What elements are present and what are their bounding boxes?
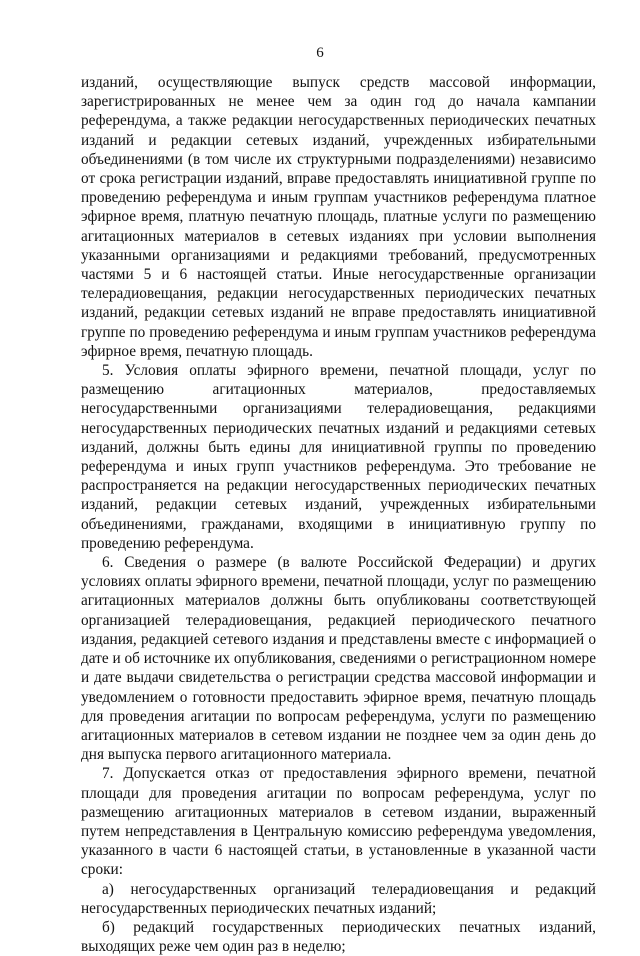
- paragraph-continuation: изданий, осуществляющие выпуск средств массовой информации, зарегистрированных не менее чем за один год до начала кампании референдума, а также редакции негосударственных периодических печатных изданий и редакции сетевых изданий, учрежденных избирательными объединениями (в том числе их структурными подразделениями) независимо от срока регистрации изданий, вправе предоставлять инициативной группе по проведению референдума и иным группам участников референдума платное эфирное время, платную печатную площадь, платные услуги по размещению агитационных материалов в сетевых изданиях при условии выполнения указанными организациями и редакциями требований, предусмотренных частями 5 и 6 настоящей статьи. Иные негосударственные организации телерадиовещания, редакции негосударственных периодических печатных изданий, редакции сетевых изданий не вправе предоставлять инициативной группе по проведению референдума и иным группам участников референдума эфирное время, печатную площадь.: [81, 74, 596, 360]
- list-item-a: а) негосударственных организаций телерадиовещания и редакций негосударственных периодических печатных изданий;: [81, 880, 596, 917]
- paragraph-7: 7. Допускается отказ от предоставления эфирного времени, печатной площади для проведения агитации по вопросам референдума, услуг по размещению агитационных материалов в сетевом издании, выраженный путем непредставления в Центральную комиссию референдума уведомления, указанного в части 6 настоящей статьи, в установленные в указанной части сроки:: [81, 765, 596, 879]
- paragraph-6: 6. Сведения о размере (в валюте Российской Федерации) и других условиях оплаты эфирного времени, печатной площади, услуг по размещению агитационных материалов должны быть опубликованы соответствующей организацией телерадиовещания, редакцией периодического печатного издания, редакцией сетевого издания и представлены вместе с информацией о дате и об источнике их опубликования, сведениями о регистрационном номере и дате выдачи свидетельства о регистрации средства массовой информации и уведомлением о готовности предоставить эфирное время, печатную площадь для проведения агитации по вопросам референдума, услуги по размещению агитационных материалов в сетевом издании не позднее чем за один день до дня выпуска первого агитационного материала.: [81, 554, 596, 764]
- page-number: 6: [316, 45, 324, 61]
- list-item-b: б) редакций государственных периодических печатных изданий, выходящих реже чем один раз в неделю;: [81, 918, 596, 956]
- document-body: [81, 73, 596, 956]
- paragraph-5: 5. Условия оплаты эфирного времени, печатной площади, услуг по размещению агитационных материалов, предоставляемых негосударственными организациями телерадиовещания, редакциями негосударственных периодических печатных изданий и редакциями сетевых изданий, должны быть едины для инициативной группы по проведению референдума и иных групп участников референдума. Это требование не распространяется на редакции негосударственных периодических печатных изданий, редакции сетевых изданий, учрежденных избирательными объединениями, гражданами, входящими в инициативную группу по проведению референдума.: [81, 362, 596, 552]
